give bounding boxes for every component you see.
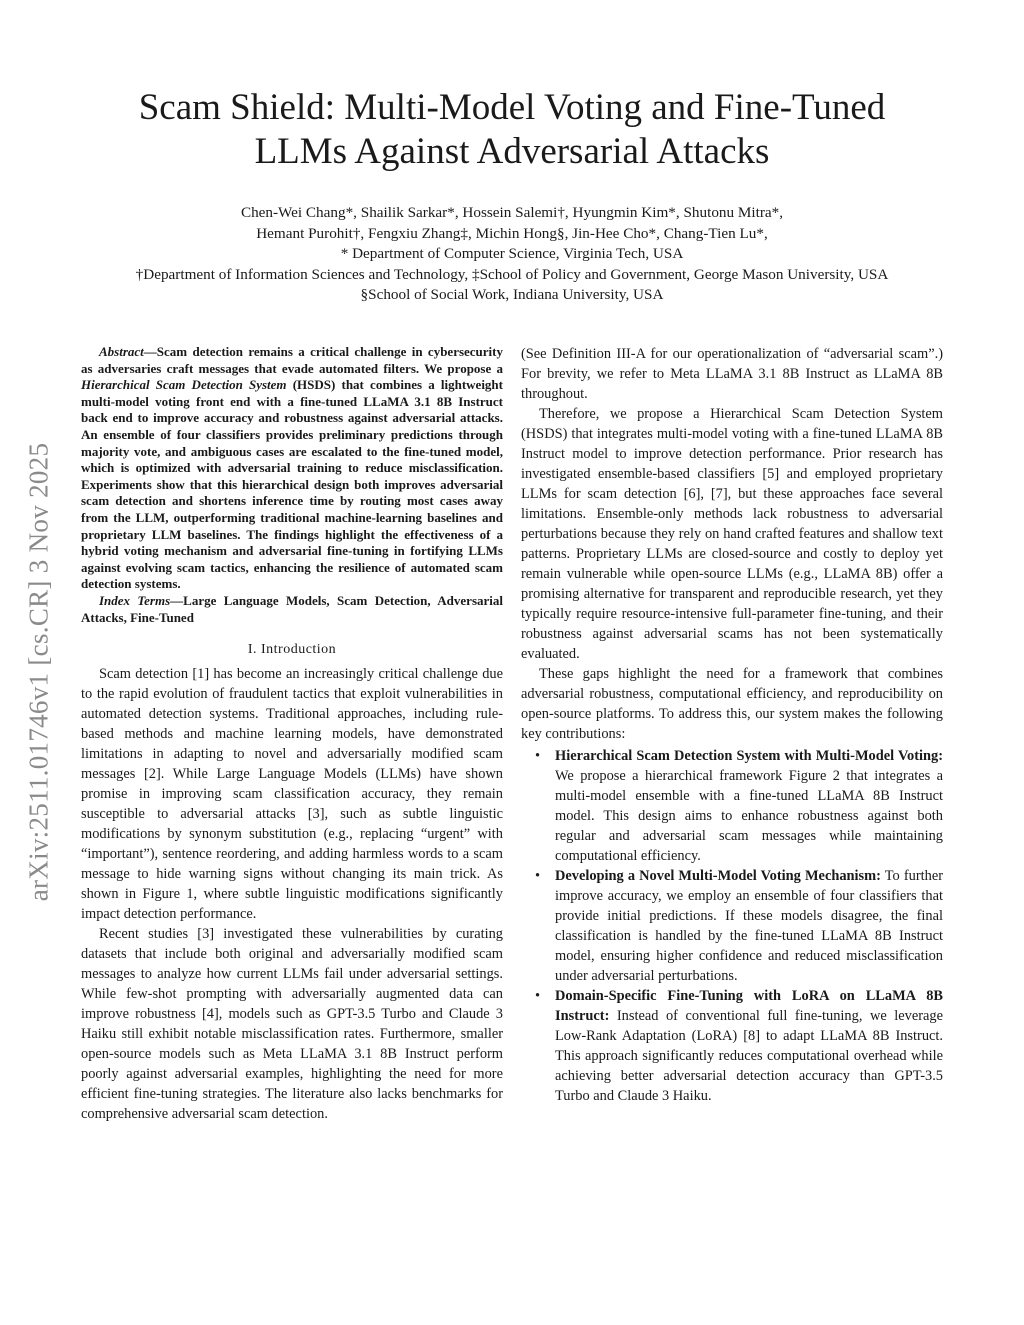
bullet-icon: •: [535, 748, 541, 764]
abstract-text-1: —Scam detection remains a critical challenge in cybersecurity as adversaries craft messages that evade automated filters. We propose a: [81, 344, 503, 376]
intro-paragraph-continued: (See Definition III-A for our operationalization of “adversarial scam”.) For brevity, we refer to Meta LLaMA 3.1 8B Instruct as LLaMA 8B throughout.: [521, 346, 943, 402]
abstract: [81, 344, 503, 626]
intro-paragraph-2: Recent studies [3] investigated these vulnerabilities by curating datasets that include both original and adversarially modified scam messages to analyze how current LLMs fail under adversarial settings. While few-shot prompting with adversarially augmented data can improve robustness [4], models such as GPT-3.5 Turbo and Claude 3 Haiku still exhibit notable misclassification rates. Furthermore, smaller open-source models such as Meta LLaMA 3.1 8B Instruct perform poorly against adversarial examples, highlighting the need for more efficient fine-tuning strategies. The literature also lacks benchmarks for comprehensive adversarial scam detection.: [81, 926, 503, 1123]
intro-paragraph-gaps: These gaps highlight the need for a framework that combines adversarial robustness, computational efficiency, and reproducibility on open-source platforms. To address this, our system makes the following key contributions:: [521, 666, 943, 742]
section-heading-introduction: I. Introduction: [247, 642, 337, 658]
contribution-item: [521, 986, 943, 1106]
abstract-label: Abstract: [99, 344, 144, 359]
contributions-list: [521, 746, 943, 1106]
affiliation-2: †Department of Information Sciences and Technology, ‡School of Policy and Government, George Mason University, USA: [135, 265, 889, 283]
intro-paragraph-1: Scam detection [1] has become an increasingly critical challenge due to the rapid evolution of fraudulent tactics that exploit vulnerabilities in automated detection systems. Traditional approaches, including rule-based methods and machine learning models, have demonstrated limitations in adapting to novel and adversarially modified scam messages [2]. While Large Language Models (LLMs) have shown promise in improving scam classification accuracy, they remain susceptible to adversarial attacks [3], such as subtle linguistic modifications by synonym substitution (e.g., replacing “urgent” with “important”), sentence reordering, and adding harmless words to a scam message to hide warning signs without changing its main trick. As shown in Figure 1, where subtle linguistic modifications significantly impact detection performance.: [81, 666, 503, 923]
abstract-text-2: (HSDS) that combines a lightweight multi-model voting front end with a fine-tuned LLaMA 3.1 8B Instruct back end to improve accuracy and robustness against adversarial attacks. An ensemble of four classifiers provides preliminary predictions through majority vote, and ambiguous cases are escalated to the fine-tuned model, which is optimized with adversarial training to reduce misclassification. Experiments show that this hierarchical design both improves adversarial scam detection and shortens inference time by routing most cases away from the LLM, outperforming traditional machine-learning baselines and proprietary LLM baselines. The findings highlight the effectiveness of a hybrid voting mechanism and adversarial fine-tuning in fortifying LLMs against evolving scam tactics, enhancing the resilience of automated scam detection systems.: [81, 377, 503, 592]
arxiv-identifier-text: arXiv:2511.01746v1 [cs.CR] 3 Nov 2025: [23, 442, 54, 902]
bullet-icon: •: [535, 868, 541, 884]
authors-line-1: Chen-Wei Chang*, Shailik Sarkar*, Hossein Salemi†, Hyungmin Kim*, Shutonu Mitra*,: [240, 204, 784, 221]
contribution-text: To further improve accuracy, we employ an ensemble of four classifiers that provide initial predictions. If these models disagree, the final classification is handled by the fine-tuned LLaMA 8B Instruct model, ensuring higher confidence and reduced misclassification under adversarial perturbations.: [555, 868, 944, 984]
author-block: [70, 203, 954, 306]
paper-title: [70, 86, 954, 174]
contribution-title: Developing a Novel Multi-Model Voting Mechanism:: [555, 868, 881, 884]
title-line-2: LLMs Against Adversarial Attacks: [254, 131, 770, 172]
right-column: [521, 344, 943, 1106]
contribution-item: [521, 746, 943, 866]
contribution-item: [521, 866, 943, 986]
contribution-text: We propose a hierarchical framework Figure 2 that integrates a multi-model ensemble with a fine-tuned LLaMA 8B Instruct model. This design aims to enhance robustness against both regular and adversarial scam messages while maintaining computational efficiency.: [555, 768, 943, 864]
intro-paragraph-therefore: Therefore, we propose a Hierarchical Scam Detection System (HSDS) that integrates multi-model voting with a fine-tuned LLaMA 8B Instruct model to improve detection performance. Prior research has investigated ensemble-based classifiers [5] and employed proprietary LLMs for scam detection [6], [7], but these approaches face several limitations. Ensemble-only methods lack robustness to adversarial perturbations because they rely on hand crafted features and shallow text patterns. Proprietary LLMs are closed-source and costly to deploy yet remain vulnerable while open-source LLMs (e.g., LLaMA 8B) offer a promising alternative for transparent and reproducible research, yet they typically require resource-intensive full-parameter fine-tuning, and their robustness against adversarial scams has not been systematically evaluated.: [521, 406, 943, 662]
affiliation-3: §School of Social Work, Indiana University, USA: [360, 286, 664, 303]
index-terms-label: Index Terms: [99, 592, 171, 608]
index-terms-text: —Large Language Models, Scam Detection, Adversarial Attacks, Fine-Tuned: [81, 592, 504, 625]
arxiv-identifier: [9, 372, 69, 972]
contribution-text: Instead of conventional full fine-tuning, we leverage Low-Rank Adaptation (LoRA) [8] to adapt LLaMA 8B Instruct. This approach significantly reduces computational overhead while achieving better adversarial detection accuracy than GPT-3.5 Turbo and Claude 3 Haiku.: [555, 1008, 943, 1104]
authors-line-2: Hemant Purohit†, Fengxiu Zhang‡, Michin Hong§, Jin-Hee Cho*, Chang-Tien Lu*,: [256, 224, 768, 242]
bullet-icon: •: [535, 988, 541, 1004]
left-column: [81, 344, 503, 1124]
contribution-title: Hierarchical Scam Detection System with Multi-Model Voting:: [555, 748, 943, 764]
title-line-1: Scam Shield: Multi-Model Voting and Fine-Tuned: [138, 87, 886, 128]
affiliation-1: * Department of Computer Science, Virginia Tech, USA: [340, 245, 684, 262]
contribution-title: Domain-Specific Fine-Tuning with LoRA on LLaMA 8B Instruct:: [555, 988, 943, 1024]
index-terms: [81, 593, 503, 626]
abstract-paragraph: [81, 344, 503, 593]
abstract-hsds-term: Hierarchical Scam Detection System: [81, 377, 287, 393]
